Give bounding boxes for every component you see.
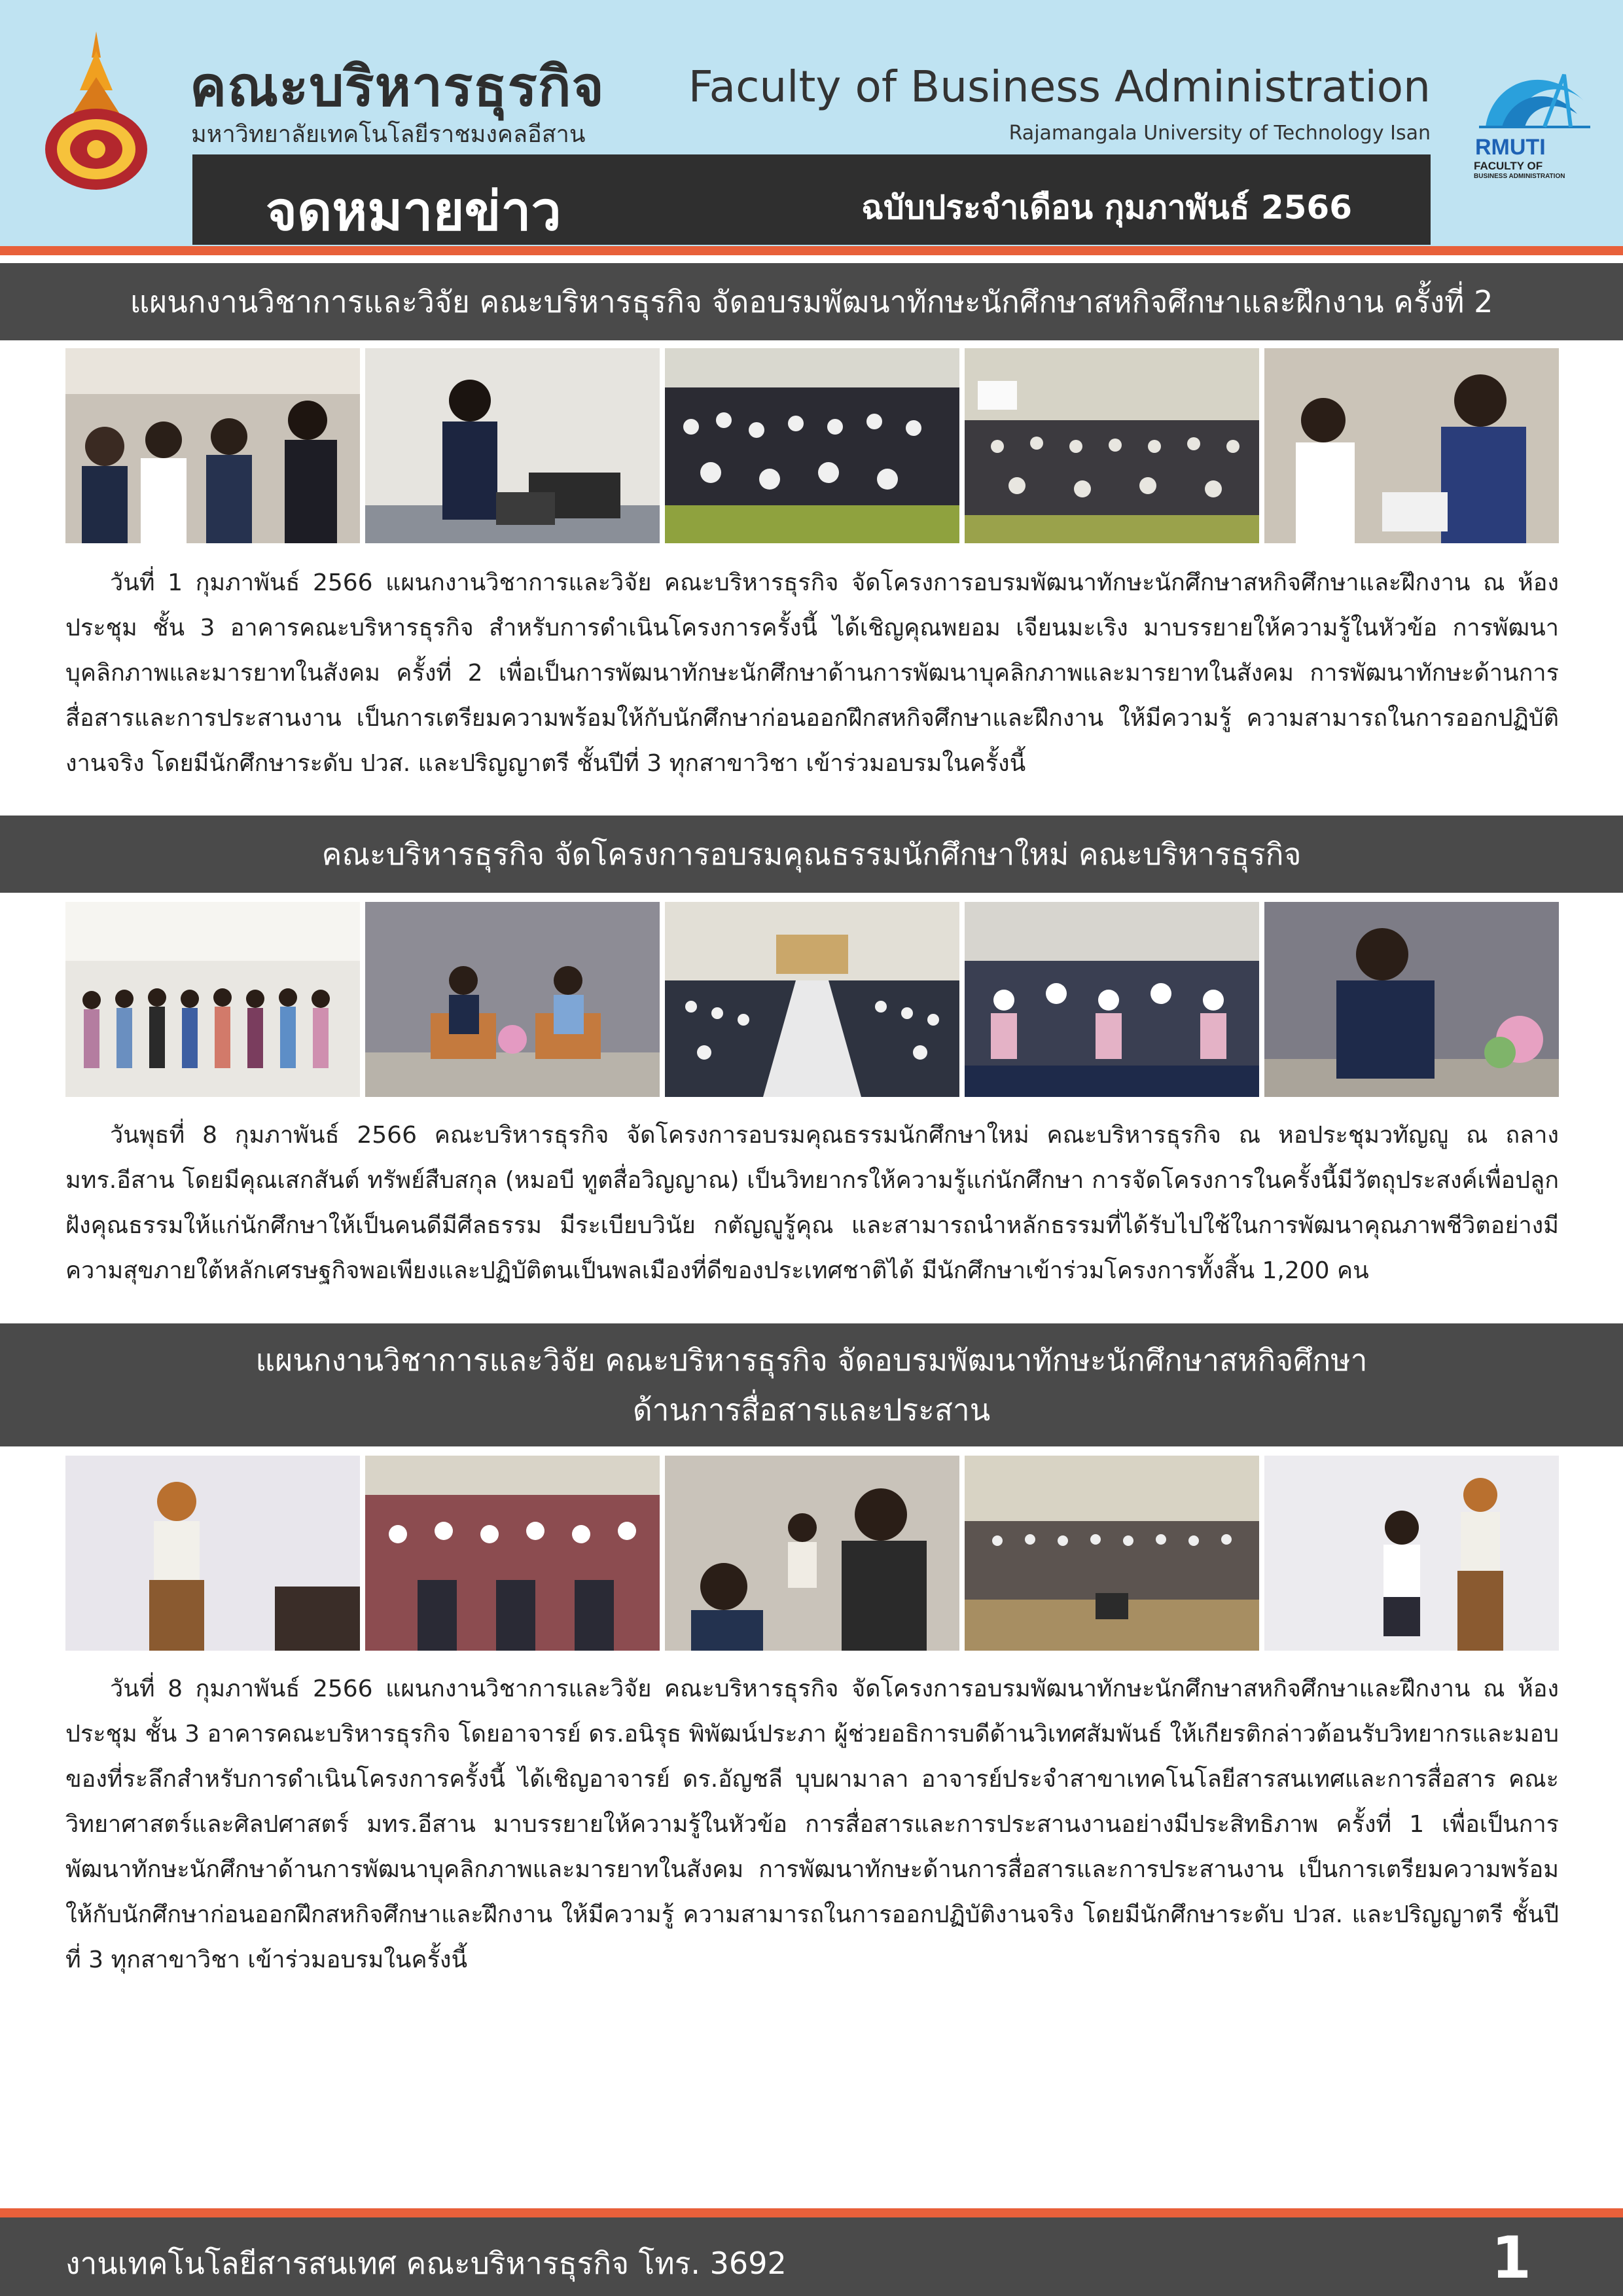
section-3-photo-5 xyxy=(1264,1456,1559,1651)
section-1-photo-5 xyxy=(1264,348,1559,543)
footer-divider xyxy=(0,2208,1623,2217)
footer-contact: งานเทคโนโลยีสารสนเทศ คณะบริหารธุรกิจ โทร. 3692 xyxy=(65,2246,787,2281)
section-2-photo-strip xyxy=(65,902,1559,1097)
section-2-photo-3 xyxy=(665,902,959,1097)
logo-subtext-2: BUSINESS ADMINISTRATION xyxy=(1474,173,1565,180)
logo-subtext: FACULTY OF xyxy=(1474,160,1543,172)
section-3-photo-2 xyxy=(365,1456,660,1651)
section-3-photo-3 xyxy=(665,1456,959,1651)
university-emblem-icon xyxy=(41,31,152,192)
header-divider xyxy=(0,246,1623,255)
section-1-title-bar xyxy=(0,263,1623,340)
section-1-title: แผนกงานวิชาการและวิจัย คณะบริหารธุรกิจ จัดอบรมพัฒนาทักษะนักศึกษาสหกิจศึกษาและฝึกงาน ครั้งที่ 2 xyxy=(130,284,1493,319)
faculty-name-en: Faculty of Business Administration xyxy=(688,62,1431,112)
section-3-title-line-1: แผนกงานวิชาการและวิจัย คณะบริหารธุรกิจ จัดอบรมพัฒนาทักษะนักศึกษาสหกิจศึกษา xyxy=(255,1342,1368,1378)
section-2-photo-4 xyxy=(965,902,1259,1097)
section-2-title-bar xyxy=(0,816,1623,893)
section-3-photo-1 xyxy=(65,1456,360,1651)
section-1-photo-3 xyxy=(665,348,959,543)
section-3-photo-strip xyxy=(65,1456,1559,1651)
faculty-name-th: คณะบริหารธุรกิจ xyxy=(190,54,605,118)
header xyxy=(0,0,1623,246)
logo-text: RMUTI xyxy=(1475,135,1546,160)
section-1-photo-1 xyxy=(65,348,360,543)
footer xyxy=(0,2217,1623,2296)
section-2-title: คณะบริหารธุรกิจ จัดโครงการอบรมคุณธรรมนักศึกษาใหม่ คณะบริหารธุรกิจ xyxy=(321,836,1302,872)
section-3-title-bar xyxy=(0,1323,1623,1446)
page-number: 1 xyxy=(1491,2224,1531,2291)
section-2-photo-5 xyxy=(1264,902,1559,1097)
newsletter-banner xyxy=(192,154,1431,245)
university-name-th: มหาวิทยาลัยเทคโนโลยีราชมงคลอีสาน xyxy=(191,121,586,148)
section-2-photo-1 xyxy=(65,902,360,1097)
section-3-title-line-2: ด้านการสื่อสารและประสาน xyxy=(632,1392,991,1427)
section-3-body: วันที่ 8 กุมภาพันธ์ 2566 แผนกงานวิชาการและวิจัย คณะบริหารธุรกิจ จัดโครงการอบรมพัฒนาทักษะนักศึกษาสหกิจศึกษาและฝึกงาน ณ ห้องประชุม ชั้น 3 อาคารคณะบริหารธุรกิจ โดยอาจารย์ ดร.อนิรุธ พิพัฒน์ประภา ผู้ช่วยอธิการบดีด้านวิเทศสัมพันธ์ ให้เกียรติกล่าวต้อนรับวิทยากรและมอบของที่ระลึกสำหรับการดำเนินโครงการครั้งนี้ ได้เชิญอาจารย์ ดร.อัญชลี บุบผามาลา อาจารย์ประจำสาขาเทคโนโลยีสารสนเทศและการสื่อสาร คณะวิทยาศาสตร์และศิลปศาสตร์ มทร.อีสาน มาบรรยายให้ความรู้ในหัวข้อ การสื่อสารและการประสานงานอย่างมีประสิทธิภาพ ครั้งที่ 1 เพื่อเป็นการพัฒนาทักษะนักศึกษาด้านการพัฒนาบุคลิกภาพและมารยาทในสังคม การพัฒนาทักษะด้านการสื่อสารและการประสานงาน เป็นการเตรียมความพร้อมให้กับนักศึกษาก่อนออกฝึกสหกิจศึกษาและฝึกงาน ให้มีความรู้ ความสามารถในการออกปฏิบัติงานจริง โดยมีนักศึกษาระดับ ปวส. และปริญญาตรี ชั้นปีที่ 3 ทุกสาขาวิชา เข้าร่วมอบรมในครั้งนี้ xyxy=(65,1676,1559,1973)
section-1-body: วันที่ 1 กุมภาพันธ์ 2566 แผนกงานวิชาการและวิจัย คณะบริหารธุรกิจ จัดโครงการอบรมพัฒนาทักษะนักศึกษาสหกิจศึกษาและฝึกงาน ณ ห้องประชุม ชั้น 3 อาคารคณะบริหารธุรกิจ สำหรับการดำเนินโครงการครั้งนี้ ได้เชิญคุณพยอม เจียนมะเริง มาบรรยายให้ความรู้ในหัวข้อ การพัฒนาบุคลิกภาพและมารยาทในสังคม ครั้งที่ 2 เพื่อเป็นการพัฒนาทักษะนักศึกษาด้านการพัฒนาบุคลิกภาพและมารยาทในสังคม การพัฒนาทักษะด้านการสื่อสารและการประสานงาน เป็นการเตรียมความพร้อมให้กับนักศึกษาก่อนออกฝึกสหกิจศึกษาและฝึกงาน ให้มีความรู้ ความสามารถในการออกปฏิบัติงานจริง โดยมีนักศึกษาระดับ ปวส. และปริญญาตรี ชั้นปีที่ 3 ทุกสาขาวิชา เข้าร่วมอบรมในครั้งนี้ xyxy=(65,569,1559,777)
section-3-photo-4 xyxy=(965,1456,1259,1651)
section-1-photo-4 xyxy=(965,348,1259,543)
newsletter-title: จดหมายข่าว xyxy=(266,181,562,243)
newsletter-issue: ฉบับประจำเดือน กุมภาพันธ์ 2566 xyxy=(861,188,1352,226)
section-1-photo-2 xyxy=(365,348,660,543)
section-1-photo-strip xyxy=(65,348,1559,543)
university-name-en: Rajamangala University of Technology Isan xyxy=(1008,122,1431,145)
section-2-photo-2 xyxy=(365,902,660,1097)
section-2-body: วันพุธที่ 8 กุมภาพันธ์ 2566 คณะบริหารธุรกิจ จัดโครงการอบรมคุณธรรมนักศึกษาใหม่ คณะบริหารธุรกิจ ณ หอประชุมวทัญญู ณ ถลาง มทร.อีสาน โดยมีคุณเสกสันต์ ทรัพย์สืบสกุล (หมอบี ทูตสื่อวิญญาณ) เป็นวิทยากรให้ความรู้แก่นักศึกษา การจัดโครงการในครั้งนี้มีวัตถุประสงค์เพื่อปลูกฝังคุณธรรมให้แก่นักศึกษาให้เป็นคนดีมีศีลธรรม มีระเบียบวินัย กตัญญูรู้คุณ และสามารถนำหลักธรรมที่ได้รับไปใช้ในการพัฒนาคุณภาพชีวิตอย่างมีความสุขภายใต้หลักเศรษฐกิจพอเพียงและปฏิบัติตนเป็นพลเมืองที่ดีของประเทศชาติได้ มีนักศึกษาเข้าร่วมโครงการทั้งสิ้น 1,200 คน xyxy=(65,1122,1559,1284)
